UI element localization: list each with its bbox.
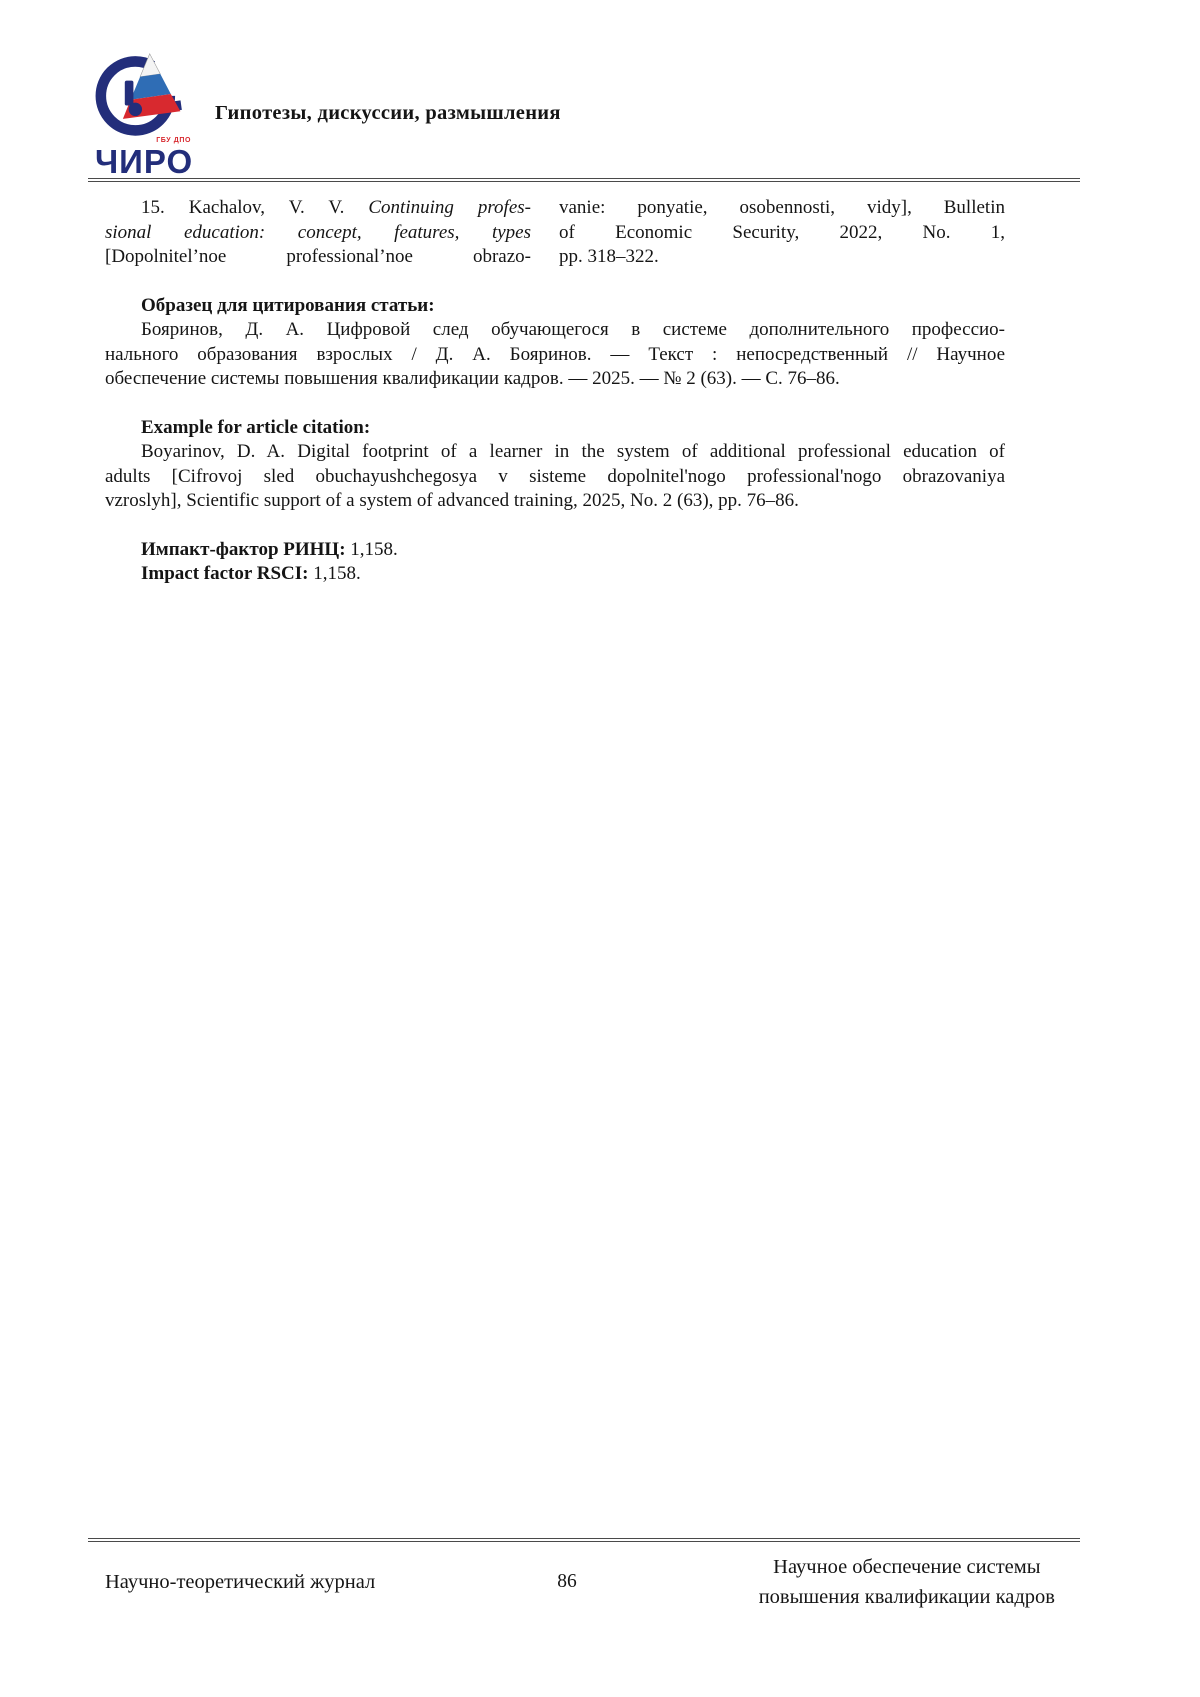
footer-journal-title-line2: повышения квалификации кадров <box>758 1586 1055 1608</box>
text-line: pp. 318–322. <box>559 246 659 267</box>
citation-en-heading: Example for article citation: <box>141 416 371 438</box>
text-line: Бояринов, Д. А. Цифровой след обучающегося в системе дополнительного профессио- <box>141 319 1005 340</box>
section-title: Гипотезы, дискуссии, размышления <box>215 102 561 124</box>
footer-journal-title <box>759 1552 1055 1612</box>
footer-page-number: 86 <box>557 1571 577 1592</box>
chiro-logo-icon <box>95 48 191 140</box>
impact-factor-ru-label: Импакт-фактор РИНЦ: <box>141 538 346 560</box>
text-line: 15. Kachalov, V. V. Continuing profes- <box>141 197 531 218</box>
footer-journal-type: Научно-теоретический журнал <box>105 1570 376 1593</box>
text-line: adults [Cifrovoj sled obuchayushchegosya v sisteme dopolnitel'nogo professional'nogo obrazovaniya <box>105 465 1005 487</box>
logo-org-name: ЧИРО <box>95 143 194 180</box>
citation-ru-paragraph <box>105 318 1005 392</box>
footer-journal-title-line1: Научное обеспечение системы <box>773 1556 1041 1578</box>
citation-en-paragraph <box>105 440 1005 514</box>
text-line: of Economic Security, 2022, No. 1, <box>559 221 1005 243</box>
text-line: vzroslyh], Scientific support of a system of advanced training, 2025, No. 2 (63), pp. 76–86. <box>105 490 799 511</box>
header-rule <box>88 178 1080 182</box>
impact-factor-en-label: Impact factor RSCI: <box>141 563 309 584</box>
text-line: sional education: concept, features, types <box>105 221 531 243</box>
text-line: Boyarinov, D. A. Digital footprint of a learner in the system of additional professional education of <box>141 441 1005 462</box>
logo <box>95 48 195 178</box>
reference-entry <box>105 196 1005 270</box>
column-gap <box>531 196 559 270</box>
text-line: обеспечение системы повышения квалификации кадров. — 2025. — № 2 (63). — С. 76–86. <box>105 368 840 389</box>
logo-org-small: ГБУ ДПО <box>156 137 191 144</box>
impact-factor-en <box>105 562 1005 587</box>
reference-right-column <box>559 196 1005 270</box>
citation-ru-heading: Образец для цитирования статьи: <box>141 294 435 316</box>
impact-factor-en-value: 1,158. <box>308 563 361 584</box>
text-line: vanie: ponyatie, osobennosti, vidy], Bulletin <box>559 197 1005 218</box>
footer <box>105 1552 1055 1612</box>
reference-left-column <box>105 196 531 270</box>
impact-factor-ru <box>105 538 1005 563</box>
impact-factor-block <box>105 538 1005 587</box>
text-line: [Dopolnitel’noe professional’noe obrazo- <box>105 246 531 267</box>
page-content <box>105 196 1005 587</box>
text-line: нального образования взрослых / Д. А. Бояринов. — Текст : непосредственный // Научное <box>105 343 1005 365</box>
footer-rule <box>88 1538 1080 1542</box>
impact-factor-ru-value: 1,158. <box>345 538 398 560</box>
